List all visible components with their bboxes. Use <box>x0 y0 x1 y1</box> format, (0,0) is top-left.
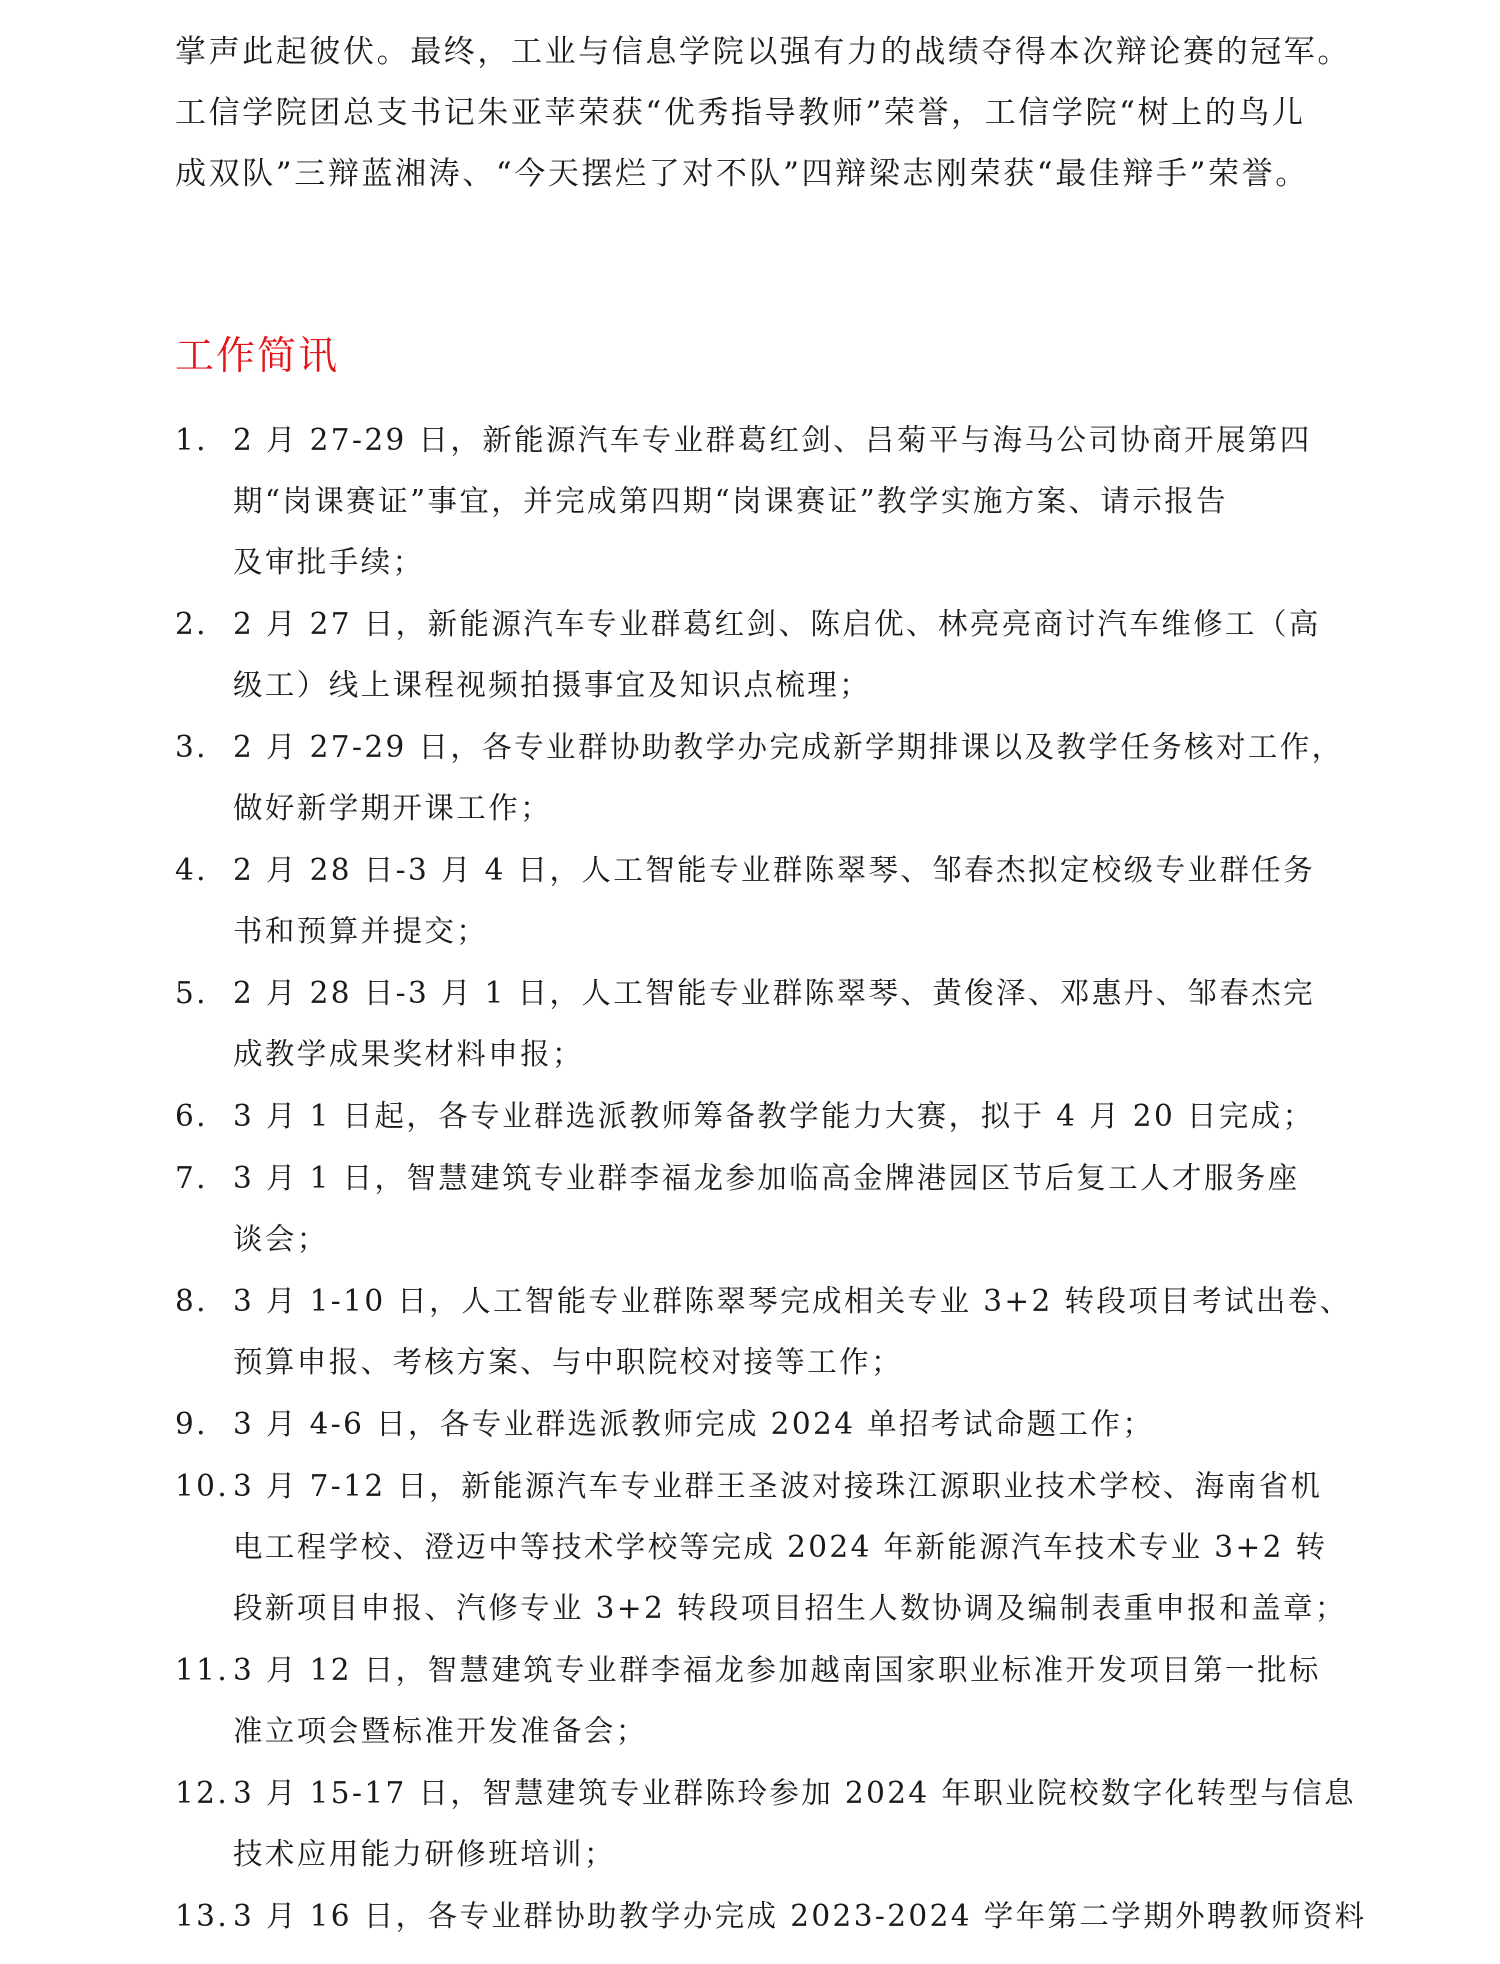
item-line: 3 月 12 日，智慧建筑专业群李福龙参加越南国家职业标准开发项目第一批标 <box>233 1653 1321 1687</box>
list-item <box>175 840 1325 962</box>
item-number: 13. <box>175 1899 230 1933</box>
document-page <box>175 0 1367 1933</box>
list-item <box>175 1886 1367 1947</box>
item-line: 技术应用能力研修班培训； <box>233 1837 616 1871</box>
list-item <box>175 1086 1325 1147</box>
section-title: 工作简讯 <box>175 334 340 379</box>
item-line: 3 月 16 日，各专业群协助教学办完成 2023-2024 学年第二学期外聘教师资料 <box>233 1899 1367 1933</box>
list-item <box>175 717 1344 839</box>
list-item <box>175 1271 1352 1393</box>
intro-line: 工信学院团总支书记朱亚苹荣获“优秀指导教师”荣誉，工信学院“树上的鸟儿 <box>175 95 1306 131</box>
item-line: 3 月 15-17 日，智慧建筑专业群陈玲参加 2024 年职业院校数字化转型与信息 <box>233 1776 1357 1810</box>
item-number: 2. <box>175 607 208 641</box>
item-line: 3 月 7-12 日，新能源汽车专业群王圣波对接珠江源职业技术学校、海南省机 <box>233 1469 1323 1503</box>
item-line: 2 月 28 日-3 月 1 日，人工智能专业群陈翠琴、黄俊泽、邓惠丹、邹春杰完 <box>233 976 1316 1010</box>
item-line: 3 月 1-10 日，人工智能专业群陈翠琴完成相关专业 3+2 转段项目考试出卷、 <box>233 1284 1352 1318</box>
item-line: 2 月 27-29 日，新能源汽车专业群葛红剑、吕菊平与海马公司协商开展第四 <box>233 423 1312 457</box>
item-line: 电工程学校、澄迈中等技术学校等完成 2024 年新能源汽车技术专业 3+2 转 <box>233 1530 1328 1564</box>
item-number: 6. <box>175 1099 208 1133</box>
intro-line: 成双队”三辩蓝湘涛、“今天摆烂了对不队”四辩梁志刚荣获“最佳辩手”荣誉。 <box>175 156 1309 192</box>
item-number: 11. <box>175 1653 230 1687</box>
list-item <box>175 963 1325 1085</box>
item-line: 级工）线上课程视频拍摄事宜及知识点梳理； <box>233 668 872 702</box>
item-line: 成教学成果奖材料申报； <box>233 1037 584 1071</box>
item-number: 9. <box>175 1407 208 1441</box>
item-line: 2 月 28 日-3 月 4 日，人工智能专业群陈翠琴、邹春杰拟定校级专业群任务 <box>233 853 1316 887</box>
item-line: 谈会； <box>233 1222 329 1256</box>
list-item <box>175 1456 1347 1639</box>
list-item <box>175 1763 1357 1885</box>
item-line: 期“岗课赛证”事宜，并完成第四期“岗课赛证”教学实施方案、请示报告 <box>233 484 1229 518</box>
item-line: 2 月 27 日，新能源汽车专业群葛红剑、陈启优、林亮亮商讨汽车维修工（高 <box>233 607 1321 641</box>
item-line: 及审批手续； <box>233 545 425 579</box>
item-number: 8. <box>175 1284 208 1318</box>
item-number: 12. <box>175 1776 230 1810</box>
news-list <box>175 410 1367 1948</box>
list-item <box>175 1640 1325 1762</box>
list-item <box>175 410 1325 593</box>
item-line: 3 月 1 日，智慧建筑专业群李福龙参加临高金牌港园区节后复工人才服务座 <box>233 1161 1300 1195</box>
item-number: 1. <box>175 423 208 457</box>
item-line: 准立项会暨标准开发准备会； <box>233 1714 648 1748</box>
item-line: 做好新学期开课工作； <box>233 791 553 825</box>
item-number: 4. <box>175 853 208 887</box>
intro-paragraph <box>175 0 1351 205</box>
list-item <box>175 1394 1325 1455</box>
item-number: 3. <box>175 730 208 764</box>
item-line: 预算申报、考核方案、与中职院校对接等工作； <box>233 1345 903 1379</box>
intro-line: 掌声此起彼伏。最终，工业与信息学院以强有力的战绩夺得本次辩论赛的冠军。 <box>175 34 1351 70</box>
list-item <box>175 1148 1325 1270</box>
item-line: 3 月 1 日起，各专业群选派教师筹备教学能力大赛，拟于 4 月 20 日完成； <box>233 1099 1315 1133</box>
item-line: 2 月 27-29 日，各专业群协助教学办完成新学期排课以及教学任务核对工作， <box>233 730 1344 764</box>
item-line: 3 月 4-6 日，各专业群选派教师完成 2024 单招考试命题工作； <box>233 1407 1155 1441</box>
item-number: 5. <box>175 976 208 1010</box>
item-line: 段新项目申报、汽修专业 3+2 转段项目招生人数协调及编制表重申报和盖章； <box>233 1591 1347 1625</box>
item-line: 书和预算并提交； <box>233 914 489 948</box>
item-number: 10. <box>175 1469 230 1503</box>
list-item <box>175 594 1325 716</box>
item-number: 7. <box>175 1161 208 1195</box>
